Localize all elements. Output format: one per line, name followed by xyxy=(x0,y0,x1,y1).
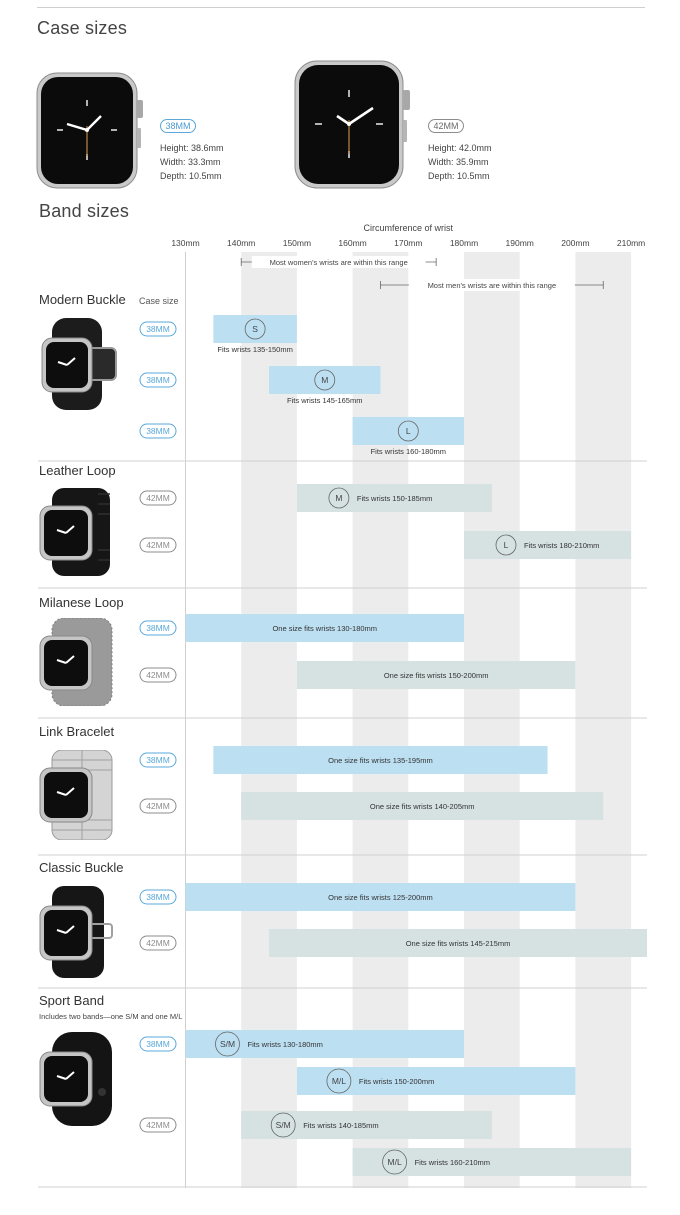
spec-height: Height: 42.0mm xyxy=(428,143,492,153)
spec-depth: Depth: 10.5mm xyxy=(428,171,490,181)
range-label: Most women's wrists are within this range xyxy=(269,258,408,267)
band-name-link-bracelet: Link Bracelet xyxy=(39,724,115,739)
spec-depth: Depth: 10.5mm xyxy=(160,171,222,181)
sport-band-note: Includes two bands—one S/M and one M/L xyxy=(39,1012,183,1021)
link-bracelet-image xyxy=(38,750,118,840)
x-tick-label: 190mm xyxy=(505,238,534,248)
band-name-leather-loop: Leather Loop xyxy=(39,463,116,478)
bar-label: One size fits wrists 135-195mm xyxy=(328,756,433,765)
case-size-pill-label: 38MM xyxy=(146,426,170,436)
band-sizes-title: Band sizes xyxy=(39,201,130,221)
bar-label: Fits wrists 150-200mm xyxy=(358,1077,435,1086)
size-circle-label: S/M xyxy=(275,1120,291,1130)
case-size-pill-label: 38MM xyxy=(146,375,170,385)
x-tick-label: 150mm xyxy=(282,238,312,248)
sport-band-image xyxy=(38,1032,118,1126)
x-tick-label: 160mm xyxy=(338,238,367,248)
classic-buckle-image xyxy=(38,886,118,978)
bar-label: One size fits wrists 145-215mm xyxy=(405,939,511,948)
size-circle-label: S/M xyxy=(219,1039,236,1049)
bar-label: Fits wrists 145-165mm xyxy=(287,396,363,405)
x-tick-label: 180mm xyxy=(449,238,479,248)
bar-label: Fits wrists 180-210mm xyxy=(524,541,600,550)
x-axis-title: Circumference of wrist xyxy=(363,223,454,233)
bar-label: Fits wrists 135-150mm xyxy=(217,345,293,354)
case-size-pill-label: 38MM xyxy=(146,623,170,633)
bar-label: One size fits wrists 140-205mm xyxy=(369,802,475,811)
bar-label: One size fits wrists 130-180mm xyxy=(272,624,378,633)
milanese-loop-image xyxy=(38,618,118,706)
case-size-pill-label: 38MM xyxy=(146,892,170,902)
band-name-milanese-loop: Milanese Loop xyxy=(39,595,124,610)
case-size-pill-label: 38MM xyxy=(146,755,170,765)
bar-label: Fits wrists 150-185mm xyxy=(356,494,433,503)
spec-width: Width: 35.9mm xyxy=(428,157,489,167)
spec-width: Width: 33.3mm xyxy=(160,157,221,167)
case-size-pill-label: 42MM xyxy=(146,540,170,550)
spec-height: Height: 38.6mm xyxy=(160,143,224,153)
bar-label: Fits wrists 140-185mm xyxy=(303,1121,379,1130)
case-38mm-pill: 38MM xyxy=(160,119,196,133)
x-tick-label: 140mm xyxy=(227,238,256,248)
range-label: Most men's wrists are within this range xyxy=(427,281,557,290)
case-size-pill-label: 42MM xyxy=(146,938,170,948)
x-tick-label: 200mm xyxy=(561,238,590,248)
size-circle-label: S xyxy=(252,324,258,334)
bar-label: One size fits wrists 125-200mm xyxy=(328,893,433,902)
bar-label: One size fits wrists 150-200mm xyxy=(383,671,489,680)
grid-stripe xyxy=(575,252,631,1188)
case-size-pill-label: 42MM xyxy=(146,1120,170,1130)
grid-stripe xyxy=(464,252,520,1188)
case-size-pill-label: 38MM xyxy=(146,1039,170,1049)
case-size-pill-label: 42MM xyxy=(146,493,170,503)
size-circle-label: L xyxy=(405,426,411,436)
band-name-modern-buckle: Modern Buckle xyxy=(39,292,126,307)
case-size-pill-label: 42MM xyxy=(146,670,170,680)
case-size-pill-label: 42MM xyxy=(146,801,170,811)
band-name-classic-buckle: Classic Buckle xyxy=(39,860,124,875)
leather-loop-image xyxy=(38,488,118,576)
x-tick-label: 170mm xyxy=(394,238,423,248)
modern-buckle-image xyxy=(38,318,118,410)
case-size-pill-label: 38MM xyxy=(146,324,170,334)
size-circle-label: M/L xyxy=(331,1076,346,1086)
x-tick-label: 210mm xyxy=(616,238,646,248)
case-42mm-pill: 42MM xyxy=(428,119,464,133)
case-size-column-label: Case size xyxy=(139,296,179,306)
bar-label: Fits wrists 160-180mm xyxy=(370,447,447,456)
x-tick-label: 130mm xyxy=(171,238,200,248)
band-name-sport-band: Sport Band xyxy=(39,993,105,1008)
size-circle-label: M xyxy=(335,493,343,503)
case-sizes-title: Case sizes xyxy=(37,18,128,38)
size-circle-label: M xyxy=(321,375,329,385)
size-circle-label: M/L xyxy=(387,1157,402,1167)
bar-label: Fits wrists 160-210mm xyxy=(414,1158,491,1167)
bar-label: Fits wrists 130-180mm xyxy=(247,1040,323,1049)
size-circle-label: L xyxy=(503,540,509,550)
